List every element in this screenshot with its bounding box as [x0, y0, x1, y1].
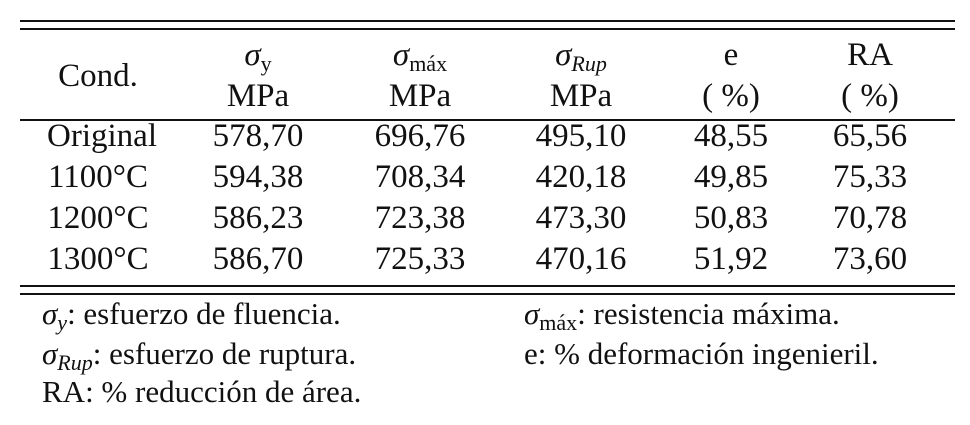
- table-cell: 723,38: [374, 200, 466, 236]
- table-cell: 578,70: [212, 118, 304, 154]
- table-cell: 51,92: [693, 241, 769, 277]
- legend-ra: RA: % reducción de área.: [42, 374, 362, 409]
- table-cell: 470,16: [535, 241, 627, 277]
- header-cond: Cond.: [58, 58, 138, 94]
- table-cell: 49,85: [693, 159, 769, 195]
- table-cell: 420,18: [535, 159, 627, 195]
- top-rule-1: [20, 20, 955, 22]
- table-cell: 725,33: [374, 241, 466, 277]
- header-sigma-max-unit: MPa: [388, 78, 452, 114]
- table-cell: 586,70: [212, 241, 304, 277]
- header-sigma-y-unit: MPa: [226, 78, 290, 114]
- legend-e: e: % deformación ingenieril.: [524, 336, 879, 371]
- table-cell: 70,78: [832, 200, 908, 236]
- header-e: e: [723, 37, 739, 73]
- header-rule: [20, 119, 955, 121]
- table-cell: 473,30: [535, 200, 627, 236]
- bottom-rule-1: [20, 285, 955, 287]
- row-condition: 1100°C: [48, 159, 148, 195]
- table-cell: 594,38: [212, 159, 304, 195]
- table-cell: 75,33: [832, 159, 908, 195]
- table-cell: 696,76: [374, 118, 466, 154]
- header-ra-unit: ( %): [841, 78, 899, 114]
- table-cell: 65,56: [832, 118, 908, 154]
- legend-sigma-rup: $\sigma_{Rup}$: esfuerzo de ruptura.: [42, 336, 357, 375]
- table-cell: 495,10: [535, 118, 627, 154]
- table-cell: 50,83: [693, 200, 769, 236]
- header-ra: RA: [847, 37, 893, 73]
- legend-sigma-max: $\sigma_{máx}$: resistencia máxima.: [524, 296, 840, 335]
- legend-sigma-y: $\sigma_y$: esfuerzo de fluencia.: [42, 296, 341, 335]
- row-condition: 1200°C: [47, 200, 149, 236]
- header-e-unit: ( %): [702, 78, 760, 114]
- header-sigma-max: $\sigma_{máx}$: [392, 37, 448, 76]
- header-sigma-rup-unit: MPa: [549, 78, 613, 114]
- row-condition: Original: [47, 118, 157, 154]
- top-rule-2: [20, 28, 955, 30]
- table-cell: 73,60: [832, 241, 908, 277]
- table-cell: 708,34: [374, 159, 466, 195]
- header-sigma-rup: $\sigma_{Rup}$: [555, 37, 607, 76]
- table-cell: 586,23: [212, 200, 304, 236]
- header-sigma-y: $\sigma_y$: [244, 37, 272, 76]
- row-condition: 1300°C: [47, 241, 149, 277]
- table-cell: 48,55: [693, 118, 769, 154]
